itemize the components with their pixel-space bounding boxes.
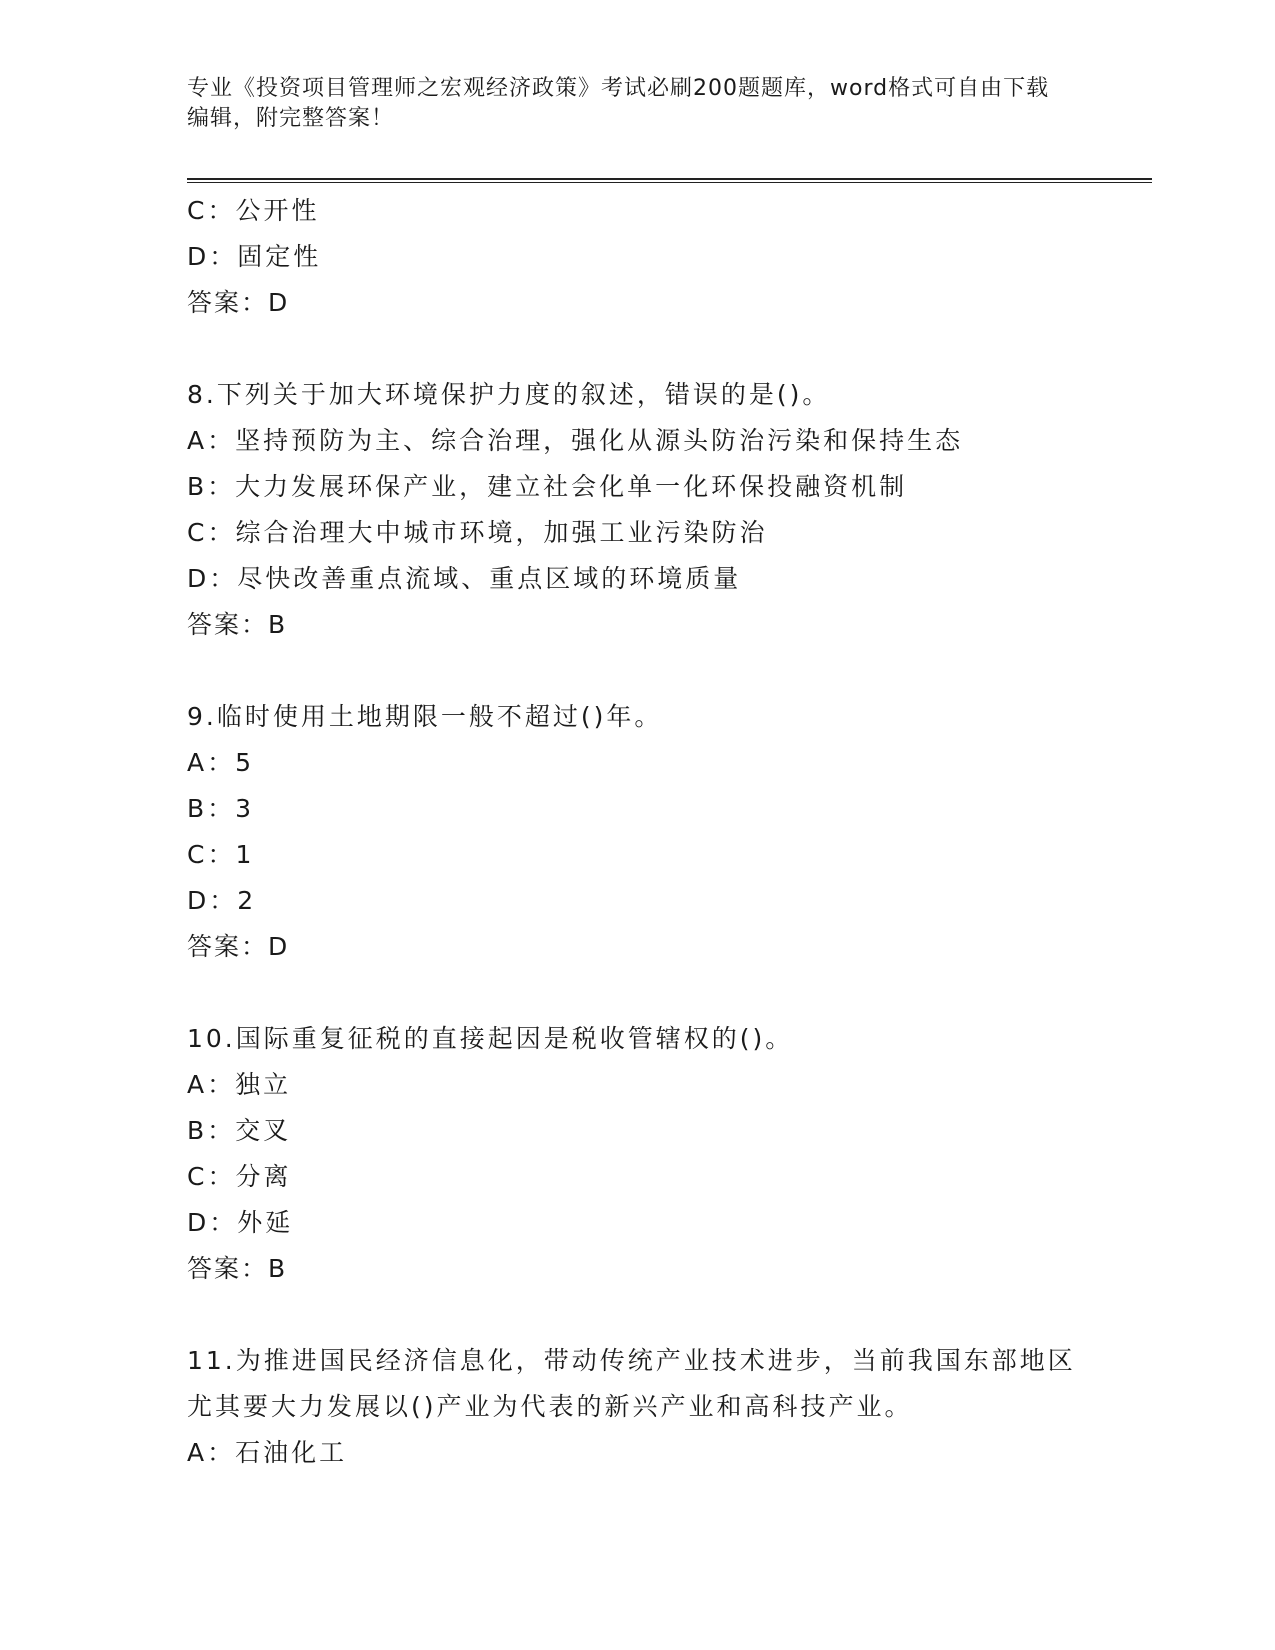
- spacer: [187, 970, 1087, 1016]
- answer: 答案：B: [187, 610, 288, 639]
- option-c: C：1: [187, 840, 255, 869]
- option-d: D：2: [187, 886, 257, 915]
- header-rule: [187, 178, 1152, 180]
- option-a: A：坚持预防为主、综合治理，强化从源头防治污染和保持生态: [187, 426, 964, 455]
- option-b: B：3: [187, 794, 255, 823]
- question-stem: 9.临时使用土地期限一般不超过()年。: [187, 702, 663, 731]
- page-header: 专业《投资项目管理师之宏观经济政策》考试必刷200题题库，word格式可自由下载编辑，附完整答案！: [187, 76, 1050, 131]
- question-stem: 11.为推进国民经济信息化，带动传统产业技术进步，当前我国东部地区尤其要大力发展以()产业为代表的新兴产业和高科技产业。: [187, 1346, 1076, 1421]
- question-list: [187, 188, 1087, 1476]
- option-c: C：综合治理大中城市环境，加强工业污染防治: [187, 518, 768, 547]
- spacer: [187, 326, 1087, 372]
- answer: 答案：D: [187, 288, 290, 317]
- option-b: B：大力发展环保产业，建立社会化单一化环保投融资机制: [187, 472, 908, 501]
- header-rule-thin: [187, 182, 1152, 183]
- option-d: D：尽快改善重点流域、重点区域的环境质量: [187, 564, 742, 593]
- question-stem: 8.下列关于加大环境保护力度的叙述，错误的是()。: [187, 380, 831, 409]
- answer: 答案：B: [187, 1254, 288, 1283]
- option-a: A：独立: [187, 1070, 292, 1099]
- spacer: [187, 648, 1087, 694]
- answer: 答案：D: [187, 932, 290, 961]
- option-d: D：外延: [187, 1208, 294, 1237]
- spacer: [187, 1292, 1087, 1338]
- option-a: A：5: [187, 748, 255, 777]
- option-a: A：石油化工: [187, 1438, 348, 1467]
- option-b: B：交叉: [187, 1116, 292, 1145]
- option-c: C：公开性: [187, 196, 320, 225]
- option-d: D：固定性: [187, 242, 322, 271]
- option-c: C：分离: [187, 1162, 292, 1191]
- question-stem: 10.国际重复征税的直接起因是税收管辖权的()。: [187, 1024, 794, 1053]
